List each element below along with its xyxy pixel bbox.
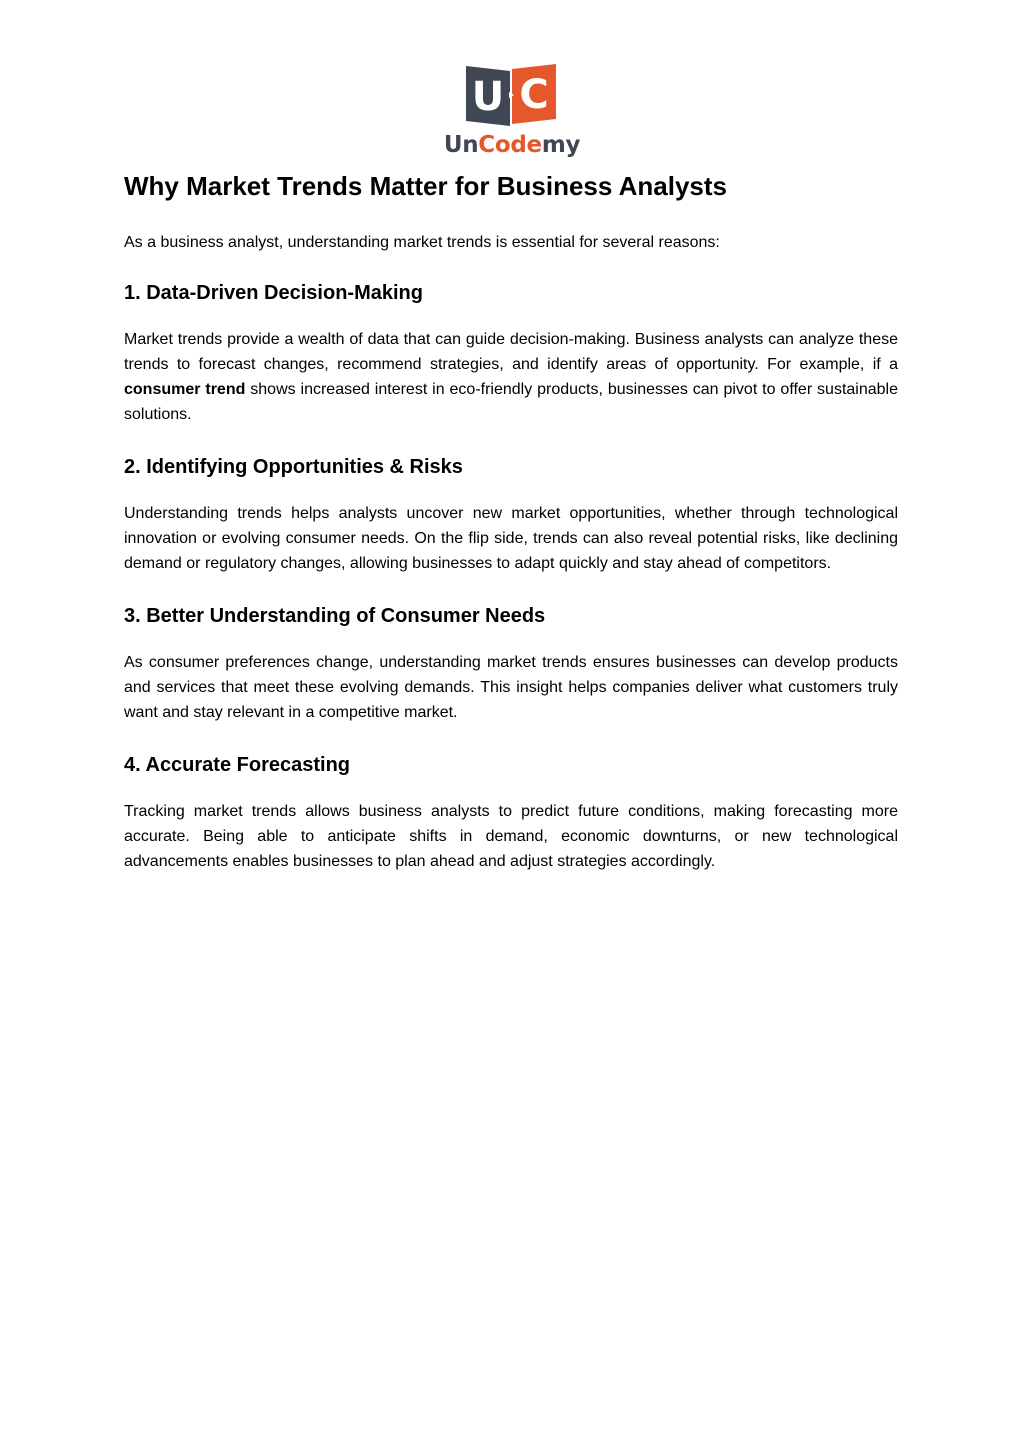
logo-word-my: my: [541, 132, 581, 158]
section-heading: 1. Data-Driven Decision-Making: [124, 282, 423, 304]
section-forecasting: [124, 751, 898, 874]
section-paragraph: [124, 327, 898, 427]
section-paragraph: Understanding trends helps analysts uncover new market opportunities, whether through technological innovation or evolving consumer needs. On the flip side, trends can also reveal potential risks, like declining demand or regulatory changes, allowing businesses to adapt quickly and stay ahead of competitors.: [124, 505, 898, 572]
section-heading: 4. Accurate Forecasting: [124, 754, 351, 776]
section-paragraph: As consumer preferences change, understanding market trends ensures businesses can develop products and services that meet these evolving demands. This insight helps companies deliver what customers truly want and stay relevant in a competitive market.: [124, 654, 898, 721]
logo-wordmark: [437, 131, 587, 159]
section-heading: 2. Identifying Opportunities & Risks: [124, 456, 463, 478]
paragraph-text: Market trends provide a wealth of data that can guide decision-making. Business analysts can analyze these trends to forecast changes, recommend strategies, and identify areas of opportunity. For example, if a: [124, 331, 898, 373]
logo-word-un: Un: [443, 132, 479, 158]
document-body: [124, 168, 898, 874]
section-consumer-needs: [124, 602, 898, 725]
paragraph-text: shows increased interest in eco-friendly products, businesses can pivot to offer sustainable solutions.: [124, 381, 898, 423]
bold-term: consumer trend: [124, 381, 246, 398]
uncodemy-logo-mark-icon: [466, 64, 558, 126]
section-data-driven: [124, 279, 898, 427]
logo-mark-right-letter: C: [519, 72, 549, 118]
uncodemy-logo: [437, 64, 587, 159]
section-paragraph: Tracking market trends allows business analysts to predict future conditions, making forecasting more accurate. Being able to anticipate shifts in demand, economic downturns, or new technological advancements enables businesses to plan ahead and adjust strategies accordingly.: [124, 803, 898, 870]
logo-mark-left-letter: U: [471, 74, 505, 120]
section-opportunities-risks: [124, 453, 898, 576]
logo-word-code: Code: [478, 132, 542, 158]
intro-paragraph: As a business analyst, understanding market trends is essential for several reasons:: [124, 234, 720, 251]
section-heading: 3. Better Understanding of Consumer Needs: [124, 605, 546, 627]
page-title: Why Market Trends Matter for Business Analysts: [124, 171, 727, 201]
